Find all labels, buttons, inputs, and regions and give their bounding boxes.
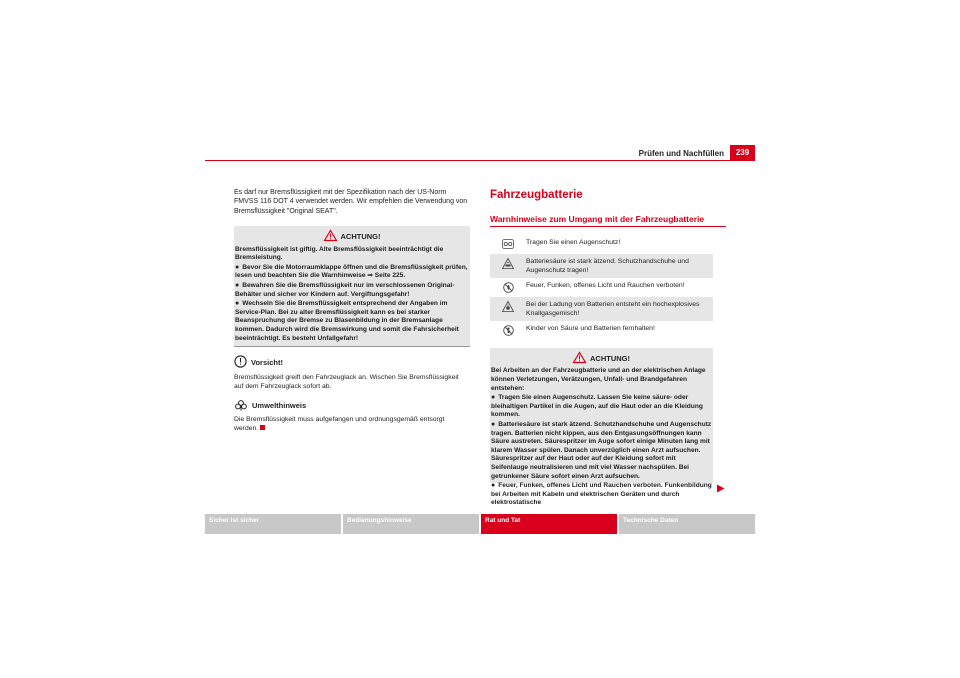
environment-text: Die Bremsflüssigkeit muss aufgefangen und ordnungsgemäß entsorgt werden.	[234, 415, 445, 432]
safety-row	[490, 321, 713, 340]
caution-icon	[234, 355, 247, 370]
eye-protection-icon	[490, 238, 526, 249]
section-title: Fahrzeugbatterie	[490, 189, 583, 201]
bullet-icon: ●	[235, 300, 240, 308]
subsection-title: Warnhinweise zum Umgang mit der Fahrzeugbatterie	[490, 214, 705, 224]
safety-row	[490, 235, 713, 254]
continue-arrow-icon	[716, 480, 725, 498]
no-fire-icon	[490, 281, 526, 293]
environment-title: Umwelthinweis	[252, 401, 307, 411]
warning-lead: Bei Arbeiten an der Fahrzeugbatterie und an der elektrischen Anlage können Verletzungen, Verätzungen, Unfall- und Brandgefahren entstehen:	[491, 367, 706, 392]
safety-row	[490, 297, 713, 321]
brake-fluid-intro	[234, 188, 470, 216]
right-column	[490, 188, 713, 507]
safety-row-text: Tragen Sie einen Augenschutz!	[526, 239, 621, 246]
warning-heading	[234, 230, 470, 243]
safety-row-text: Batteriesäure ist stark ätzend. Schutzhandschuhe und Augenschutz tragen!	[526, 258, 689, 274]
footer-tab-sicher[interactable]: Sicher ist sicher	[205, 514, 341, 534]
battery-safety-table	[490, 235, 713, 340]
warning-list	[234, 264, 470, 343]
environment-heading	[234, 399, 470, 413]
warning-item: ● Feuer, Funken, offenes Licht und Rauchen verboten. Funkenbildung bei Arbeiten mit Kabeln und elektrischen Geräten und durch elektrostatische	[491, 482, 712, 507]
caution-text: Bremsflüssigkeit greift den Fahrzeuglack an. Wischen Sie Bremsflüssigkeit auf dem Fahrzeuglack sofort ab.	[234, 373, 459, 390]
warning-title: ACHTUNG!	[340, 232, 381, 242]
left-column	[234, 188, 470, 433]
footer-tab-technische-daten[interactable]: Technische Daten	[619, 514, 755, 534]
warning-item: ● Bewahren Sie die Bremsflüssigkeit nur im verschlossenen Original-Behälter und sicher vor Kindern auf. Vergiftungsgefahr!	[235, 282, 455, 298]
page-number: 239	[730, 145, 755, 160]
warning-triangle-icon	[324, 230, 337, 243]
safety-row	[490, 254, 713, 278]
intro-paragraph: Es darf nur Bremsflüssigkeit mit der Spezifikation nach der US-Norm FMVSS 116 DOT 4 verwendet werden. Wir empfehlen die Verwendung von Bremsflüssigkeit "Original SEAT".	[234, 189, 468, 215]
subsection-rule	[490, 226, 726, 227]
footer-tab-bedienung[interactable]: Bedienungshinweise	[343, 514, 479, 534]
bullet-icon: ●	[491, 420, 496, 428]
warning-item: ● Bevor Sie die Motorraumklappe öffnen und die Bremsflüssigkeit prüfen, lesen und beachten Sie die Warnhinweise ⇒ Seite 225.	[235, 263, 468, 280]
page-header-title: Prüfen und Nachfüllen	[638, 149, 724, 158]
brake-fluid-warning-box	[234, 226, 470, 347]
bullet-icon: ●	[235, 282, 240, 289]
warning-title: ACHTUNG!	[590, 354, 630, 363]
warning-item: ● Wechseln Sie die Bremsflüssigkeit entsprechend der Angaben im Service-Plan. Bei zu alter Bremsflüssigkeit kann es bei starker Beanspruchung der Bremse zu Blasenbildung in der Bremsanlage kommen. Dadurch wird die Bremswirkung und somit die Fahrsicherheit beeinträchtigt. Es besteht Unfallgefahr!	[235, 300, 459, 342]
warning-lead: Bremsflüssigkeit ist giftig. Alte Bremsflüssigkeit beeinträchtigt die Bremsleistung.	[235, 245, 444, 262]
warning-item: ● Tragen Sie einen Augenschutz. Lassen Sie keine säure- oder bleihaltigen Partikel in die Augen, auf die Haut oder an die Kleidung kommen.	[491, 394, 703, 419]
warning-list	[490, 394, 713, 508]
caution-heading	[234, 355, 470, 370]
safety-row	[490, 278, 713, 297]
warning-heading	[490, 352, 713, 365]
warning-triangle-icon	[573, 352, 586, 365]
footer-tab-rat-und-tat[interactable]: Rat und Tat	[481, 514, 617, 534]
section-end-marker	[260, 425, 265, 430]
bullet-icon: ●	[235, 263, 240, 271]
bullet-icon: ●	[491, 394, 496, 402]
caution-title: Vorsicht!	[251, 358, 283, 368]
bullet-icon: ●	[491, 482, 496, 490]
safety-row-text: Feuer, Funken, offenes Licht und Rauchen verboten!	[526, 282, 685, 289]
safety-row-text: Kinder von Säure und Batterien fernhalten!	[526, 325, 655, 332]
footer-nav	[205, 514, 755, 534]
safety-row-text: Bei der Ladung von Batterien entsteht ein hochexplosives Knallgasgemisch!	[526, 301, 700, 317]
corrosive-acid-icon	[490, 257, 526, 269]
warning-item: ● Batteriesäure ist stark ätzend. Schutzhandschuhe und Augenschutz tragen. Batterien nicht kippen, aus den Entgasungsöffnungen kann Säure austreten. Säurespritzer im Auge sofort einige Minuten lang mit klarem Wasser spülen. Danach unverzüglich einen Arzt aufsuchen. Säurespritzer auf der Haut oder auf der Kleidung sofort mit Seifenlauge neutralisieren und mit viel Wasser nachspülen. Bei getrunkener Säure sofort einen Arzt aufsuchen.	[491, 420, 712, 480]
keep-children-away-icon	[490, 324, 526, 336]
battery-warning-box	[490, 348, 713, 507]
header-rule	[205, 160, 755, 161]
environment-icon	[234, 399, 248, 413]
explosive-gas-icon	[490, 300, 526, 312]
